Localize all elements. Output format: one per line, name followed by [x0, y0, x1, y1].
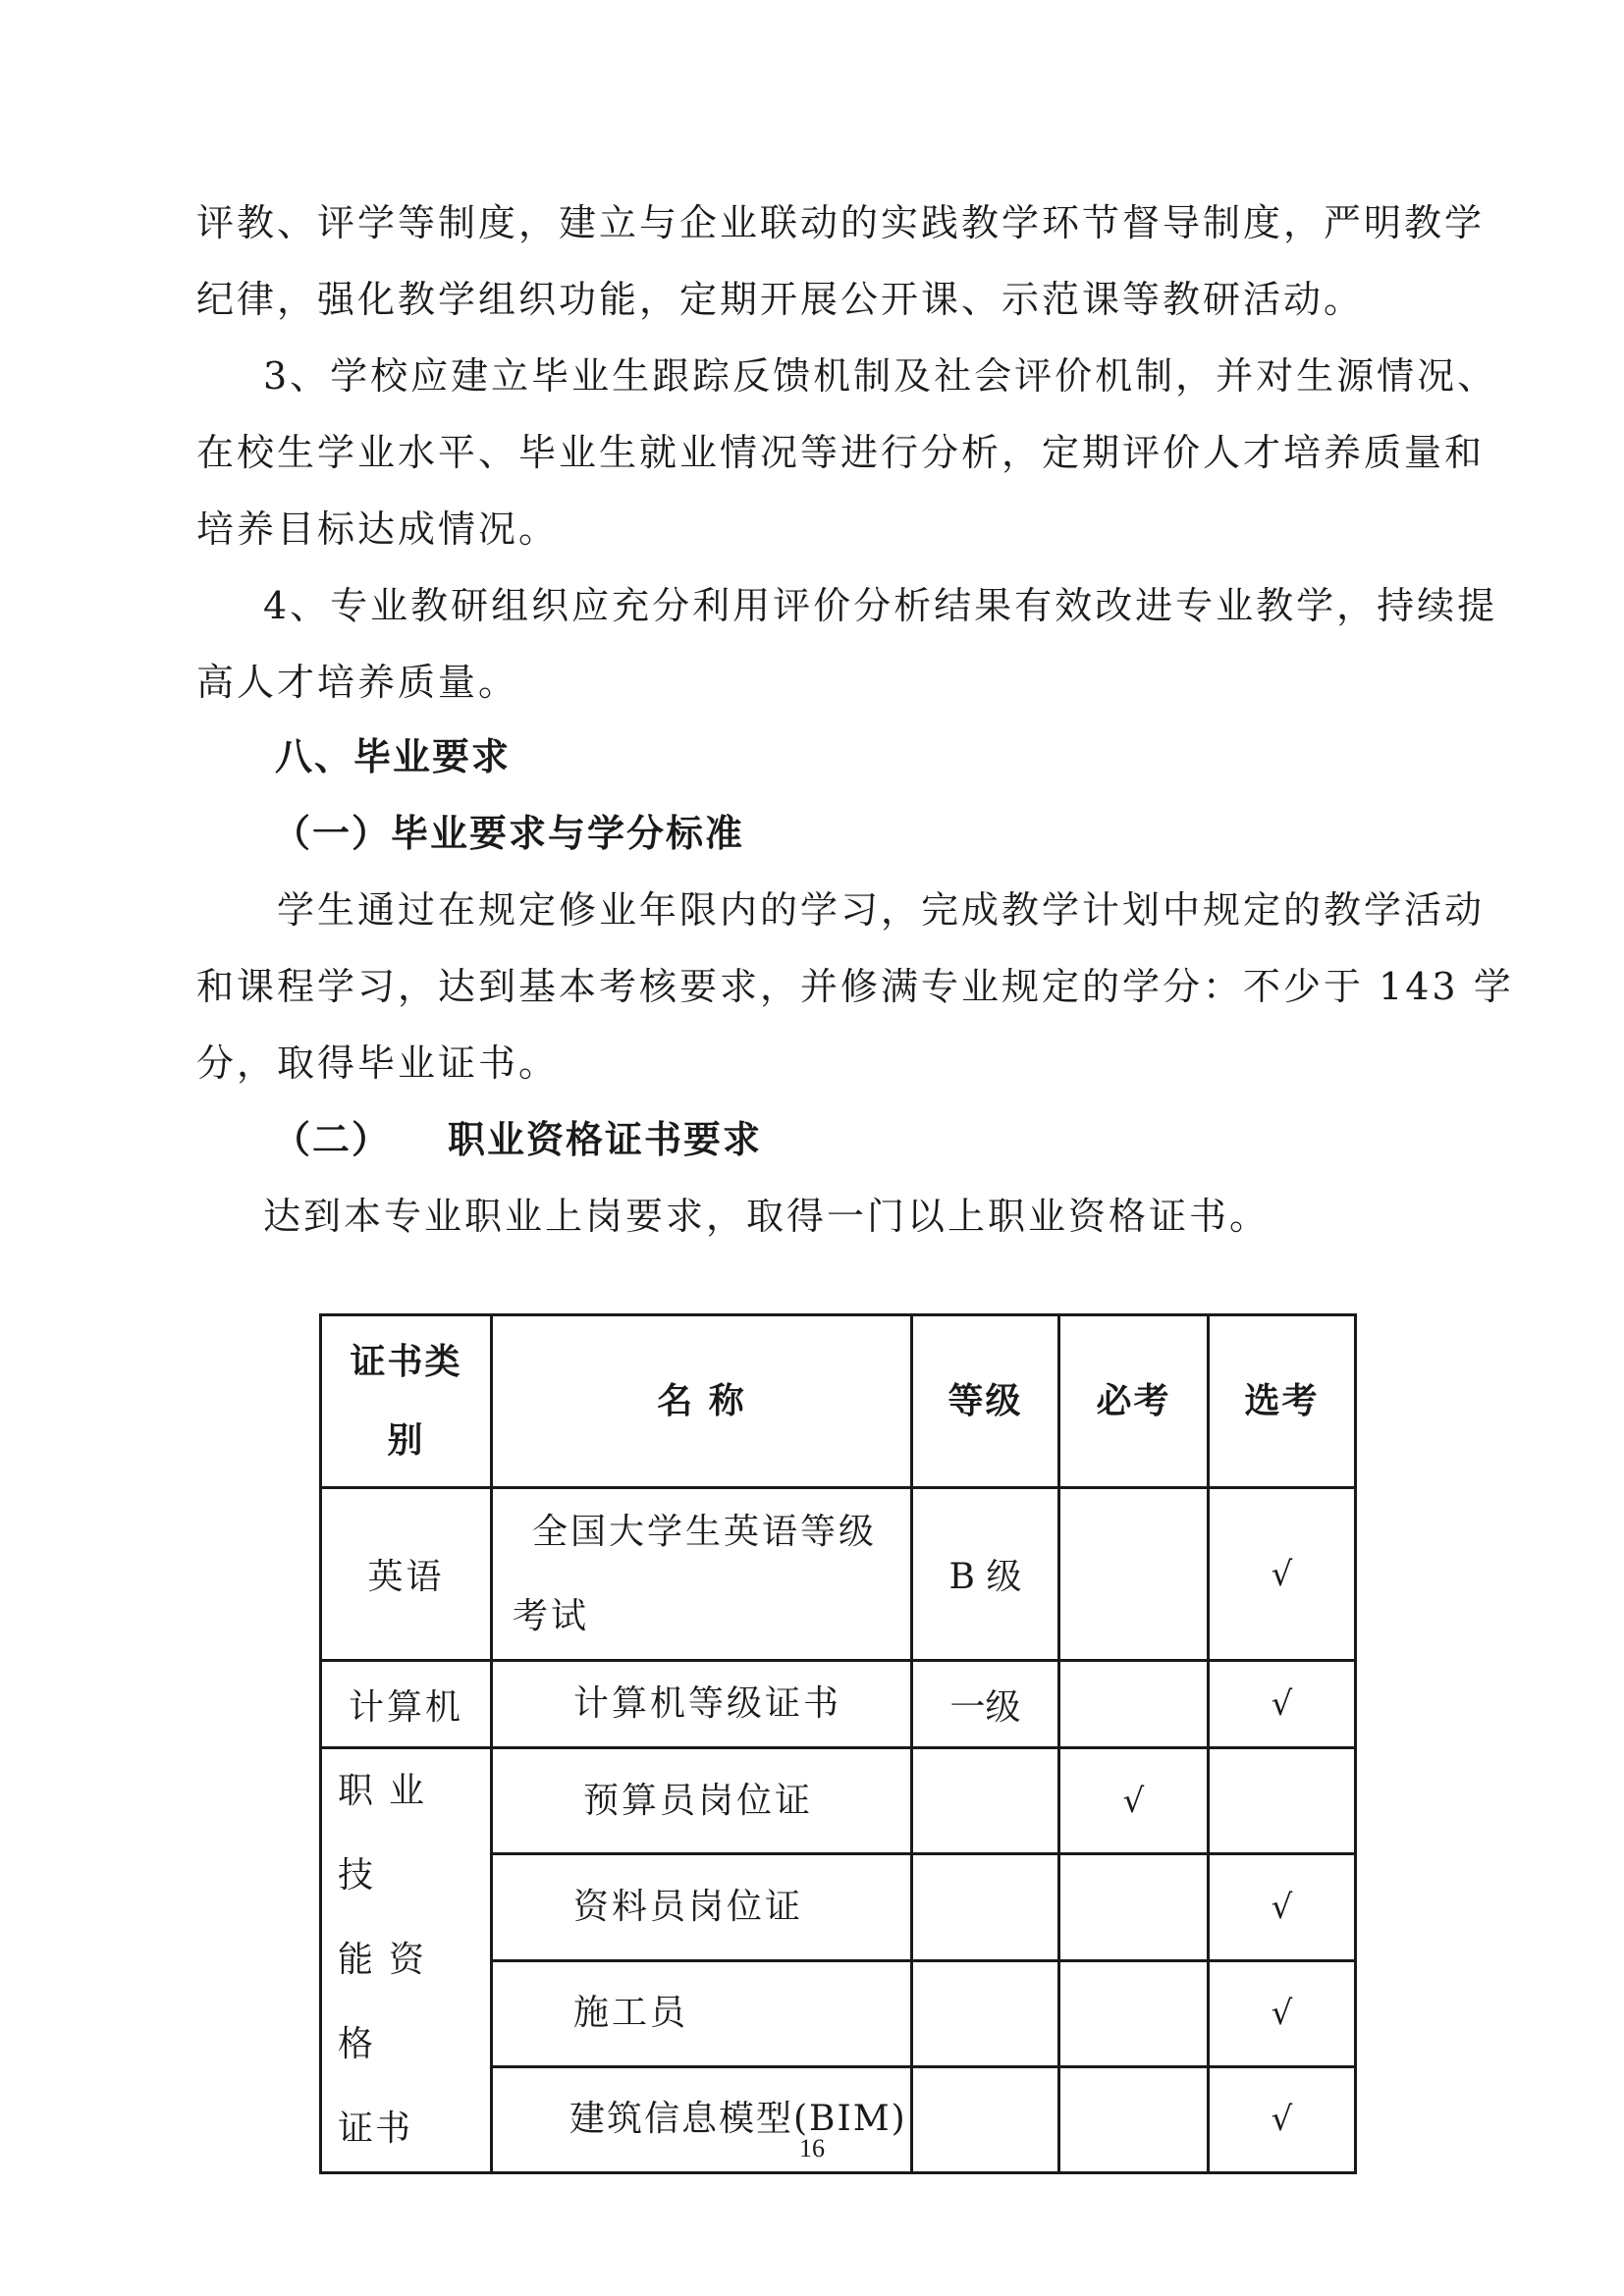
subsection-title: 职业资格证书要求 — [448, 1118, 763, 1161]
cert-required-cell — [1059, 1960, 1209, 2066]
table-row — [321, 1748, 1356, 1854]
paragraph-line: 3、学校应建立毕业生跟踪反馈机制及社会评价机制，并对生源情况、 — [263, 354, 1498, 398]
paragraph-line: 达到本专业职业上岗要求，取得一门以上职业资格证书。 — [263, 1195, 1271, 1238]
cert-level-cell: 一级 — [912, 1661, 1059, 1748]
cert-required-cell — [1059, 1854, 1209, 1960]
paragraph-line: 学生通过在规定修业年限内的学习，完成教学计划中规定的教学活动 — [277, 888, 1486, 932]
cert-name-line: 考试 — [513, 1595, 590, 1636]
cert-type-cell — [321, 1748, 492, 2173]
paragraph-line: 4、专业教研组织应充分利用评价分析结果有效改进专业教学，持续提 — [263, 584, 1498, 627]
paragraph-line: 评教、评学等制度，建立与企业联动的实践教学环节督导制度，严明教学 — [196, 201, 1486, 244]
cert-name-cell: 计算机等级证书 — [492, 1661, 912, 1748]
cert-required-cell: √ — [1059, 1748, 1209, 1854]
page-number: 16 — [799, 2134, 825, 2163]
paragraph-line: 高人才培养质量。 — [196, 661, 519, 704]
cert-name-cell: 预算员岗位证 — [492, 1748, 912, 1854]
cert-name-cell — [492, 1488, 912, 1661]
cert-level-cell — [912, 1960, 1059, 2066]
cert-optional-cell: √ — [1209, 1854, 1356, 1960]
cert-required-cell — [1059, 1661, 1209, 1748]
header-name: 名 称 — [492, 1315, 912, 1488]
cert-optional-cell: √ — [1209, 1960, 1356, 2066]
cert-name-cell: 施工员 — [492, 1960, 912, 2066]
table-row — [321, 1488, 1356, 1661]
cert-type-line: 职业技 — [338, 1771, 441, 1896]
cert-type-cell: 计算机 — [321, 1661, 492, 1748]
header-text: 别 — [387, 1419, 425, 1461]
cert-name-line: 全国大学生英语等级 — [532, 1511, 878, 1552]
cert-type-cell: 英语 — [321, 1488, 492, 1661]
paragraph-line: 培养目标达成情况。 — [196, 507, 560, 551]
paragraph-line: 纪律，强化教学组织功能，定期开展公开课、示范课等教研活动。 — [196, 278, 1365, 321]
paragraph-line: 分，取得毕业证书。 — [196, 1041, 560, 1085]
header-cert-type — [321, 1315, 492, 1488]
cert-optional-cell: √ — [1209, 2066, 1356, 2172]
cert-level-cell: B 级 — [912, 1488, 1059, 1661]
cert-type-line: 能资格 — [338, 1940, 441, 2064]
table-header-row — [321, 1315, 1356, 1488]
header-required: 必考 — [1059, 1315, 1209, 1488]
paragraph-line: 和课程学习，达到基本考核要求，并修满专业规定的学分：不少于 143 学 — [196, 965, 1514, 1008]
cert-required-cell — [1059, 1488, 1209, 1661]
paragraph-line: 在校生学业水平、毕业生就业情况等进行分析，定期评价人才培养质量和 — [196, 431, 1486, 474]
cert-optional-cell — [1209, 1748, 1356, 1854]
header-level: 等级 — [912, 1315, 1059, 1488]
subsection-number: （二） — [273, 1118, 392, 1161]
certificate-table — [319, 1313, 1357, 2174]
cert-name-cell: 建筑信息模型(BIM) — [492, 2066, 912, 2172]
subsection-heading — [273, 1115, 1157, 1164]
cert-level-cell — [912, 1748, 1059, 1854]
section-heading: 八、毕业要求 — [275, 735, 512, 778]
header-text: 证书类 — [350, 1341, 462, 1382]
cert-level-cell — [912, 1854, 1059, 1960]
header-optional: 选考 — [1209, 1315, 1356, 1488]
subsection-heading: （一）毕业要求与学分标准 — [273, 812, 745, 855]
cert-name-cell: 资料员岗位证 — [492, 1854, 912, 1960]
cert-optional-cell: √ — [1209, 1661, 1356, 1748]
cert-type-line: 证书 — [338, 2109, 413, 2149]
cert-optional-cell: √ — [1209, 1488, 1356, 1661]
table-row — [321, 1661, 1356, 1748]
